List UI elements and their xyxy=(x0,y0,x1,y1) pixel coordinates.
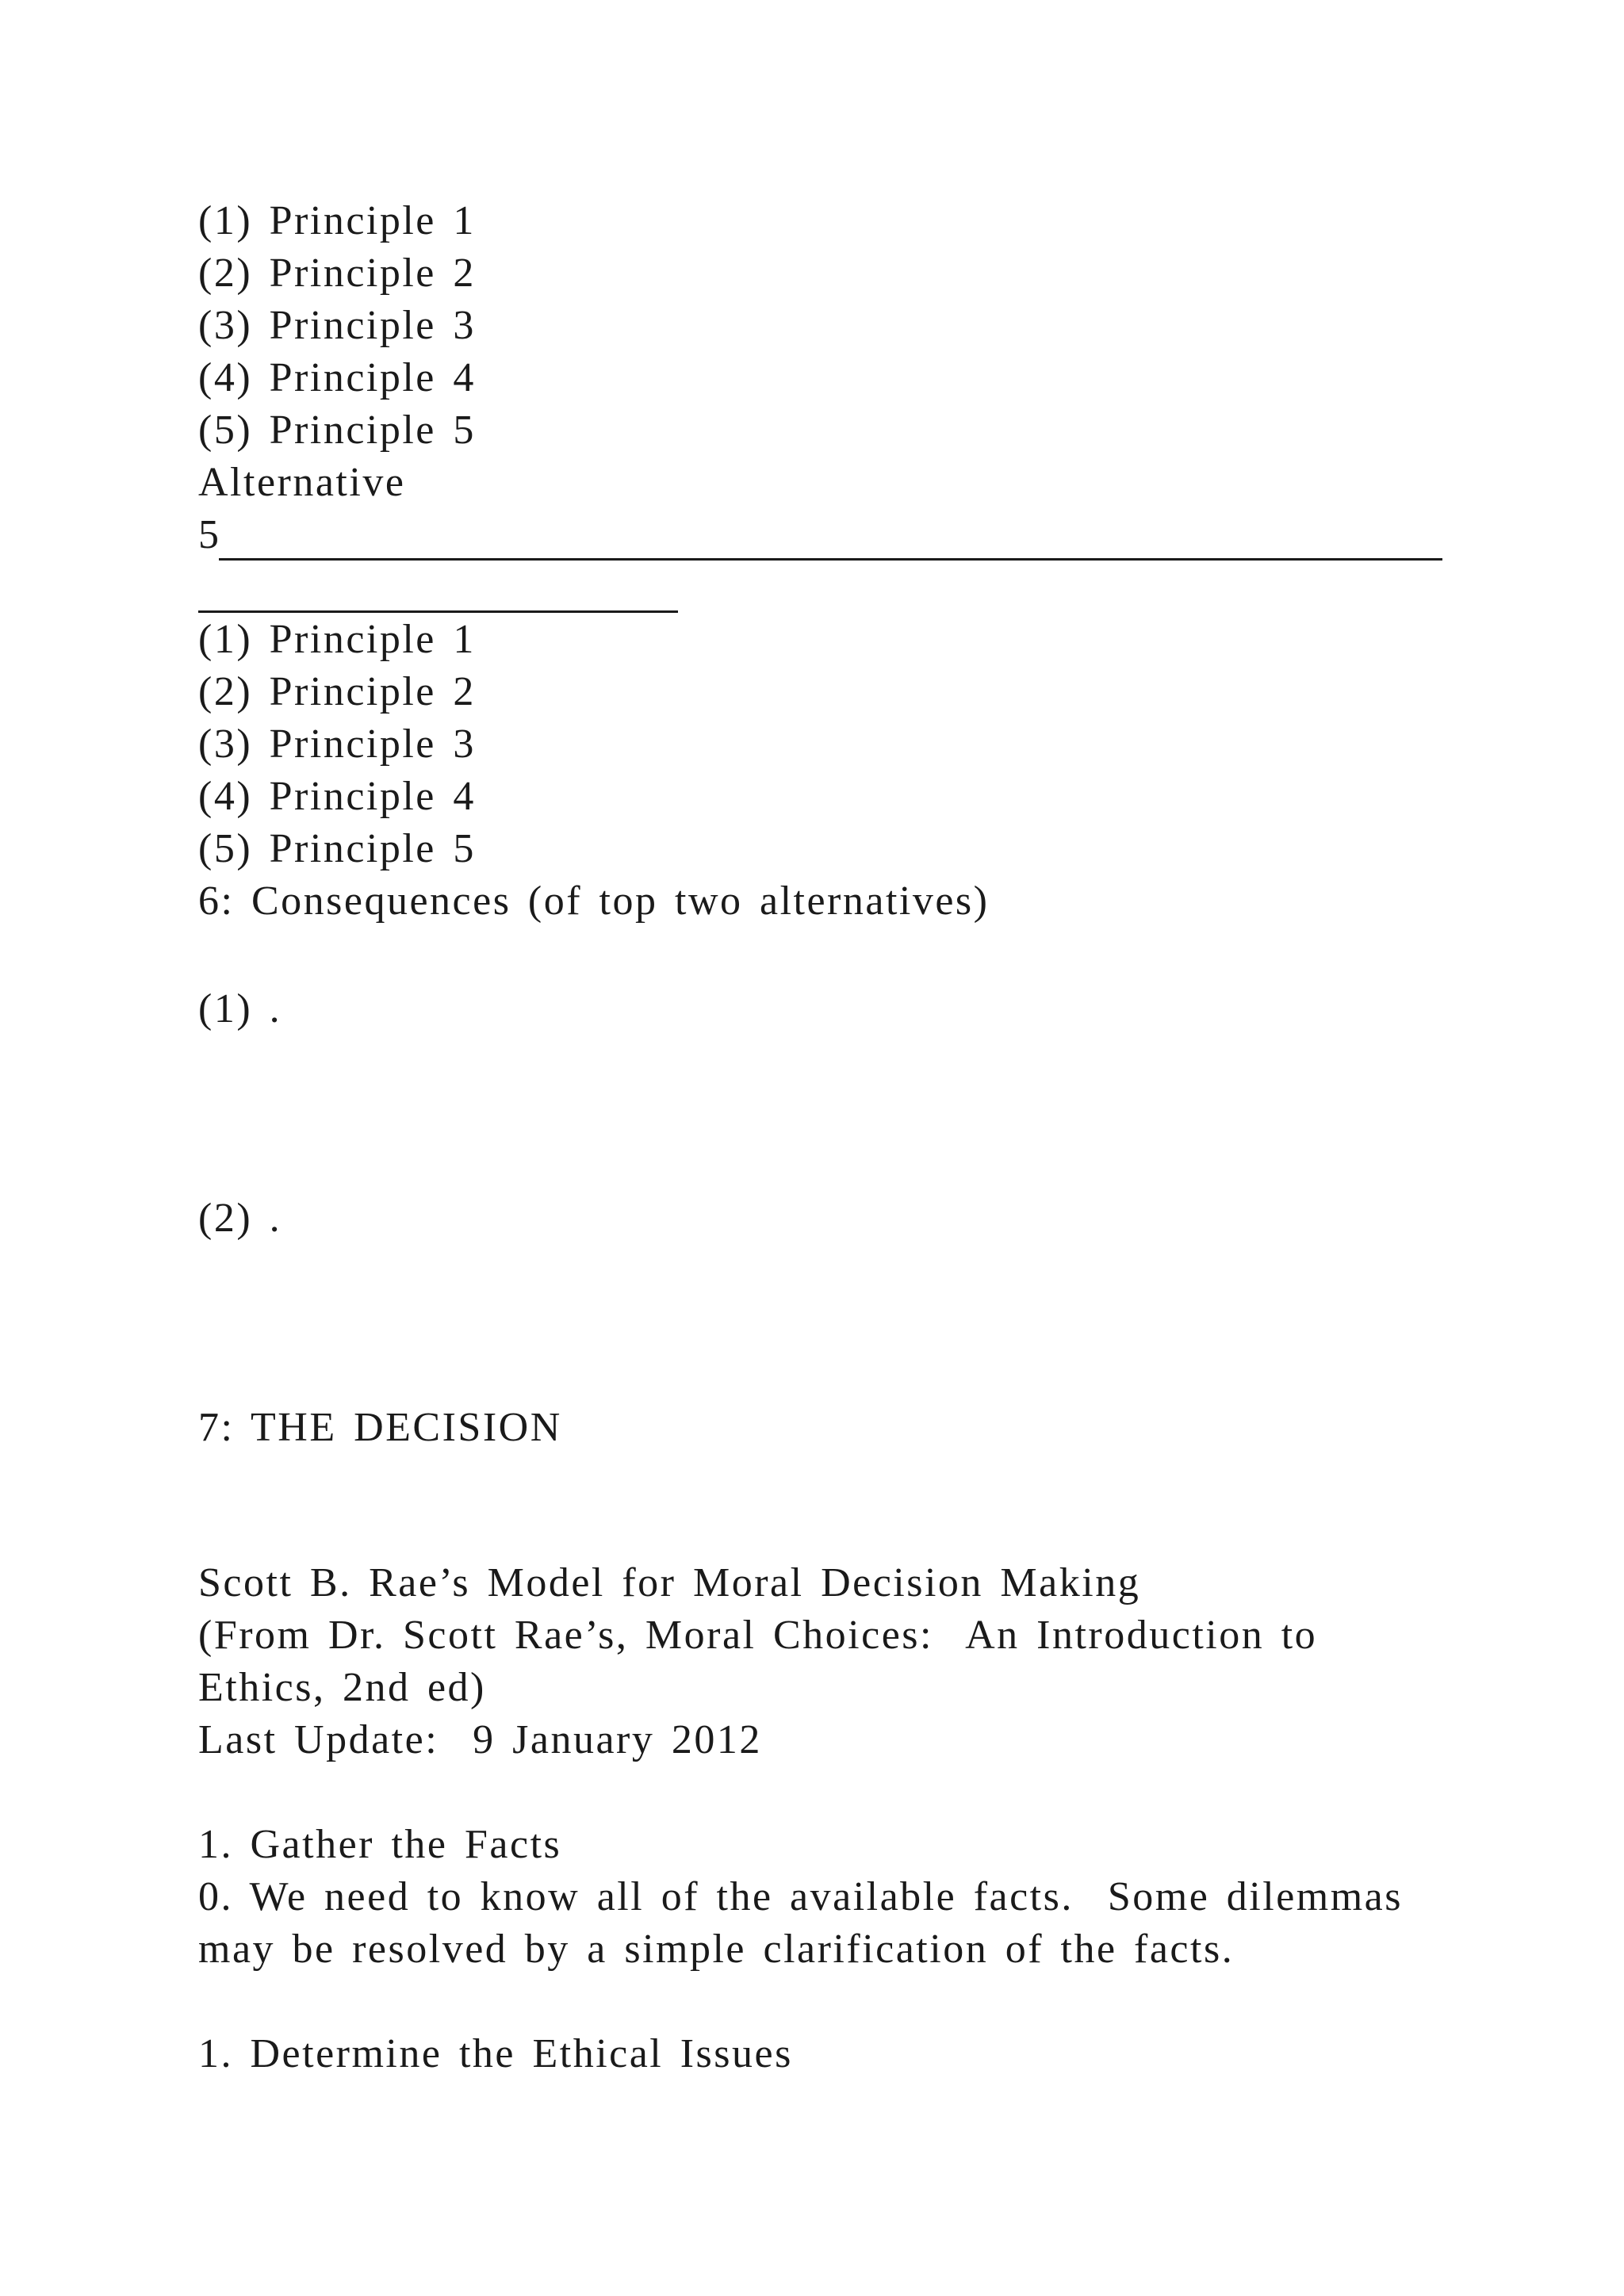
principle-1: (1) Principle 1 xyxy=(198,617,476,662)
blank-line-rule-continued xyxy=(198,610,678,613)
step-2-heading: 1. Determine the Ethical Issues xyxy=(198,2031,793,2076)
principle-4: (4) Principle 4 xyxy=(198,774,476,819)
model-title: Scott B. Rae’s Model for Moral Decision Making xyxy=(198,1560,1141,1605)
principle-5: (5) Principle 5 xyxy=(198,826,476,871)
last-update: Last Update: 9 January 2012 xyxy=(198,1717,762,1762)
consequence-2: (2) . xyxy=(198,1196,282,1241)
step-1-heading: 1. Gather the Facts xyxy=(198,1822,562,1867)
principle-2: (2) Principle 2 xyxy=(198,669,476,714)
step-1-body-line-2: may be resolved by a simple clarification of the facts. xyxy=(198,1927,1235,1972)
principle-2: (2) Principle 2 xyxy=(198,251,476,296)
step-1-body-line-1: 0. We need to know all of the available facts. Some dilemmas xyxy=(198,1874,1403,1919)
alternative-label: Alternative xyxy=(198,460,406,505)
model-source-line-1: (From Dr. Scott Rae’s, Moral Choices: An Introduction to xyxy=(198,1613,1318,1658)
principle-1: (1) Principle 1 xyxy=(198,198,476,243)
model-source-line-2: Ethics, 2nd ed) xyxy=(198,1665,486,1710)
principle-4: (4) Principle 4 xyxy=(198,355,476,400)
alternative-number: 5 xyxy=(198,512,221,557)
consequences-heading: 6: Consequences (of top two alternatives) xyxy=(198,878,990,924)
principle-3: (3) Principle 3 xyxy=(198,303,476,348)
consequence-1: (1) . xyxy=(198,986,282,1031)
blank-line-rule xyxy=(219,558,1442,561)
principle-3: (3) Principle 3 xyxy=(198,721,476,767)
principle-5: (5) Principle 5 xyxy=(198,408,476,453)
decision-heading: 7: THE DECISION xyxy=(198,1405,562,1450)
